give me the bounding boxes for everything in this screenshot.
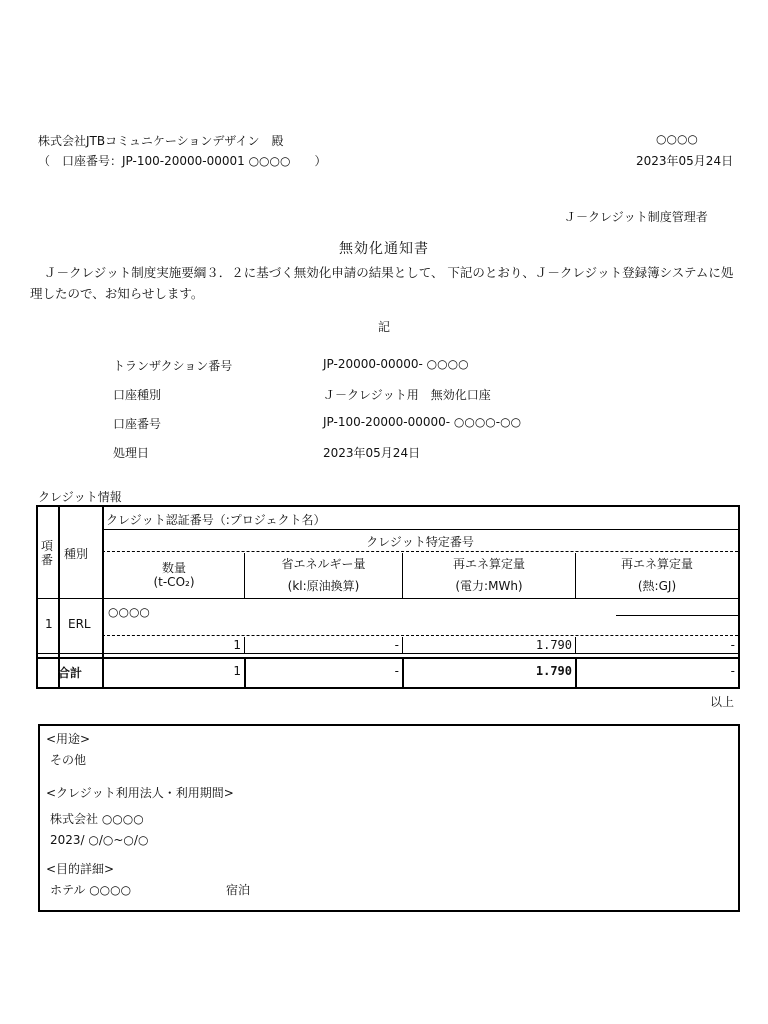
- credit-table: [36, 505, 740, 689]
- total-quantity: 1: [233, 664, 241, 678]
- header-energy-saving-unit: (kl:原油換算): [287, 579, 360, 593]
- total-renewable-heat: -: [730, 664, 735, 678]
- account-type-value: Ｊ－クレジット用 無効化口座: [323, 388, 491, 402]
- header-type: 種別: [64, 547, 89, 561]
- header-renewable-electricity-unit: (電力:MWh): [455, 579, 523, 593]
- header-renewable-heat-unit: (熱:GJ): [637, 579, 677, 593]
- recipient-account-number: （ 口座番号：JP-100-20000-00001 ○○○○ ）: [38, 154, 327, 168]
- processing-date-value: 2023年05月24日: [323, 446, 421, 460]
- row-energy-saving: -: [394, 638, 399, 652]
- header-energy-saving: 省エネルギー量: [281, 557, 366, 571]
- credit-user-label: <クレジット利用法人・利用期間>: [46, 786, 234, 800]
- total-renewable-electricity: 1.790: [535, 664, 572, 678]
- header-quantity-unit: (t-CO₂): [153, 575, 195, 589]
- usage-period-value: 2023/ ○/○~○/○: [50, 833, 149, 847]
- ki-mark: 記: [377, 320, 390, 334]
- document-title: 無効化通知書: [339, 241, 429, 257]
- document-body: Ｊ－クレジット制度実施要綱３．２に基づく無効化申請の結果として、 下記のとおり、Ｊ－クレジット登録簿システムに処理したので、お知らせします。: [30, 265, 734, 301]
- header-specific-number: クレジット特定番号: [366, 535, 474, 549]
- total-energy-saving: -: [394, 664, 399, 678]
- header-cert-number: クレジット認証番号（:プロジェクト名）: [106, 513, 326, 527]
- credit-user-value: 株式会社 ○○○○: [50, 812, 144, 826]
- row-quantity: 1: [233, 638, 241, 652]
- header-item-no: 項番: [41, 539, 54, 567]
- notes-box: [38, 724, 740, 912]
- row-renewable-heat: -: [730, 638, 735, 652]
- purpose-detail-label: <目的詳細>: [46, 862, 115, 876]
- credit-info-title: クレジット情報: [38, 490, 122, 504]
- header-renewable-electricity: 再エネ算定量: [452, 557, 525, 571]
- issue-date: 2023年05月24日: [636, 154, 734, 168]
- processing-date-label: 処理日: [113, 446, 150, 460]
- recipient-name: 株式会社JTBコミュニケーションデザイン 殿: [38, 134, 284, 148]
- total-label: 合計: [57, 666, 82, 680]
- purpose-label: <用途>: [46, 732, 91, 746]
- transaction-number-label: トランザクション番号: [113, 359, 233, 373]
- account-number-value: JP-100-20000-00000- ○○○○-○○: [323, 415, 522, 429]
- purpose-detail-stay: 宿泊: [226, 883, 251, 897]
- purpose-detail-hotel: ホテル ○○○○: [50, 883, 132, 897]
- administrator-name: Ｊ－クレジット制度管理者: [564, 210, 708, 224]
- row-project-name: ○○○○: [108, 605, 150, 619]
- transaction-number-value: JP-20000-00000- ○○○○: [323, 357, 469, 371]
- account-number-label: 口座番号: [113, 417, 162, 431]
- header-renewable-heat: 再エネ算定量: [620, 557, 693, 571]
- account-type-label: 口座種別: [113, 388, 162, 402]
- row-item-no: 1: [45, 617, 53, 631]
- purpose-value: その他: [50, 753, 87, 767]
- ijo-mark: 以上: [710, 695, 735, 709]
- row-type: ERL: [68, 617, 91, 631]
- header-quantity: 数量: [161, 561, 186, 575]
- row-renewable-electricity: 1.790: [535, 638, 572, 652]
- issuer-placeholder: ○○○○: [656, 132, 698, 146]
